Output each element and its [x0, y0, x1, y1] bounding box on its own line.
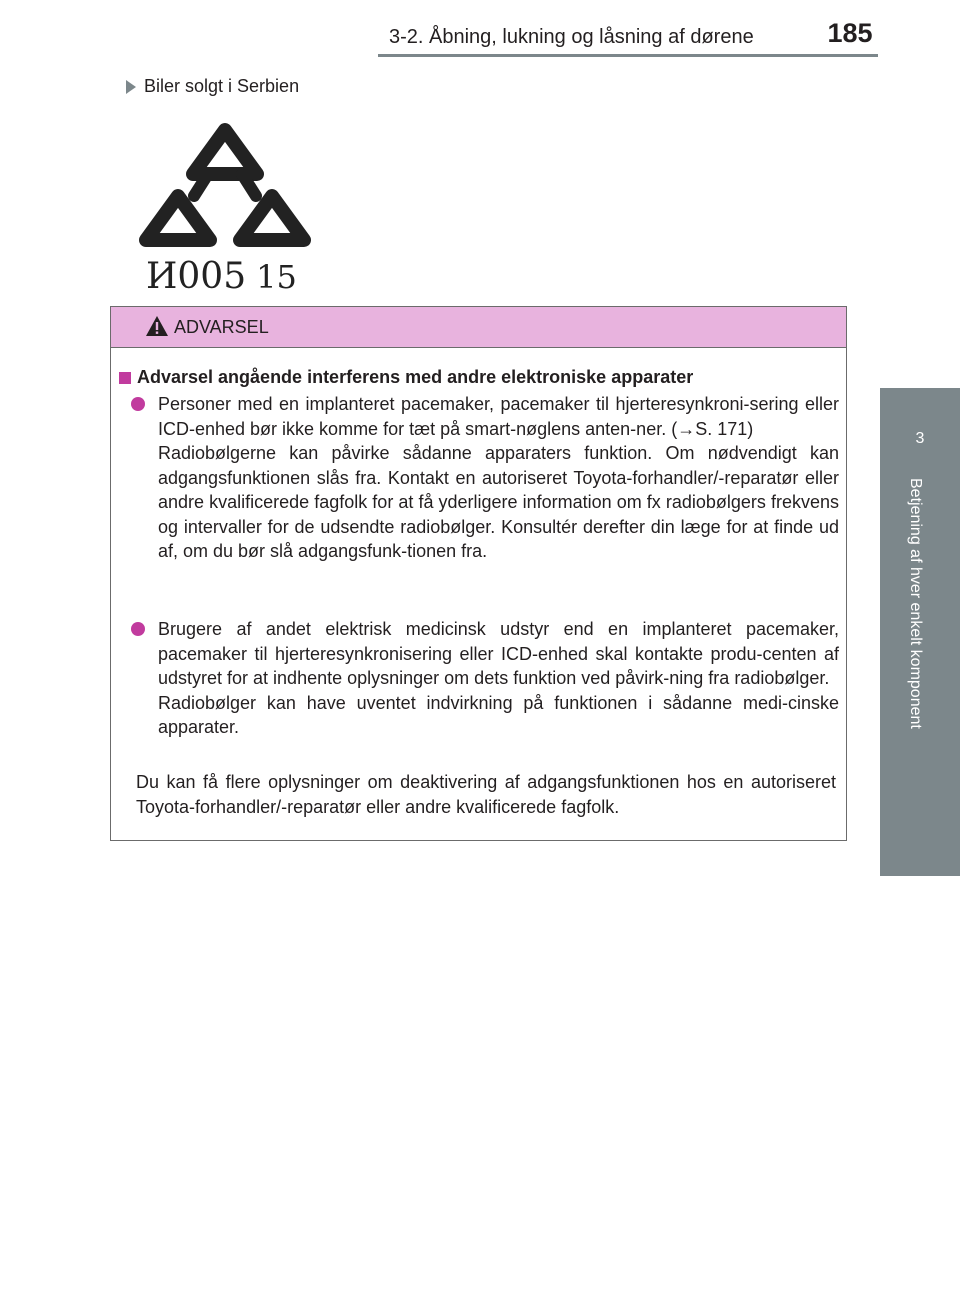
page-number: 185 [827, 17, 873, 48]
list-item [131, 617, 839, 740]
warning-heading [119, 367, 693, 388]
warning-note [136, 770, 836, 819]
approval-code-year: 15 [256, 258, 297, 296]
intro-line [126, 76, 299, 97]
bullet-text: Personer med en implanteret pacemaker, pacemaker til hjerteresynkroni-sering eller ICD-enhed bør ikke komme for tæt på smart-nøglens anten-ner. (→S. 171) [158, 394, 839, 439]
section-title: 3-2. Åbning, lukning og låsning af dørene [389, 26, 754, 48]
intro-label: Biler solgt i Serbien [144, 76, 300, 96]
chapter-title: Betjening af hver enkelt komponent [907, 478, 924, 729]
serbian-approval-triangles-icon [138, 116, 313, 256]
bullet-text: Radiobølger kan have uventet indvirkning på funktionen i sådanne medi-cinske apparater. [158, 692, 839, 737]
chapter-number: 3 [915, 430, 925, 447]
warning-title: ADVARSEL [174, 317, 269, 337]
warning-triangle-icon [145, 315, 169, 337]
note-text: Du kan få flere oplysninger om deaktivering af adgangsfunktionen hos en autoriseret Toyota-forhandler/-reparatør eller andre kvalificerede fagfolk. [136, 772, 836, 817]
warning-box [110, 306, 847, 841]
list-item [131, 392, 839, 564]
square-bullet-icon [119, 372, 131, 384]
header-rule [378, 54, 878, 57]
circle-bullet-icon [131, 397, 145, 411]
bullet-text: Radiobølgerne kan påvirke sådanne apparaters funktion. Om nødvendigt kan adgangsfunktionen slås fra. Kontakt en autoriseret Toyota-forhandler/-reparatør eller andre kvalificerede fagfolk for at få yderligere information om fx radiobølgers frekvens og intervaller for de udsendte radiobølger. Konsultér derefter din læge for at finde ud af, om du bør slå adgangsfunk-tionen fra. [158, 443, 839, 561]
circle-bullet-icon [131, 622, 145, 636]
arrow-right-icon [126, 80, 136, 94]
warning-header [111, 307, 846, 348]
warning-heading-text: Advarsel angående interferens med andre elektroniske apparater [137, 367, 694, 387]
bullet-text: Brugere af andet elektrisk medicinsk udstyr end en implanteret pacemaker, pacemaker til hjerteresynkronisering eller ICD-enhed skal kontakte produ-centen af udstyret for at indhente oplysninger om dets funktion ved påvirk-ning fra radiobølger. [158, 619, 839, 688]
approval-code-main: И005 [146, 256, 247, 297]
approval-code [146, 256, 297, 297]
